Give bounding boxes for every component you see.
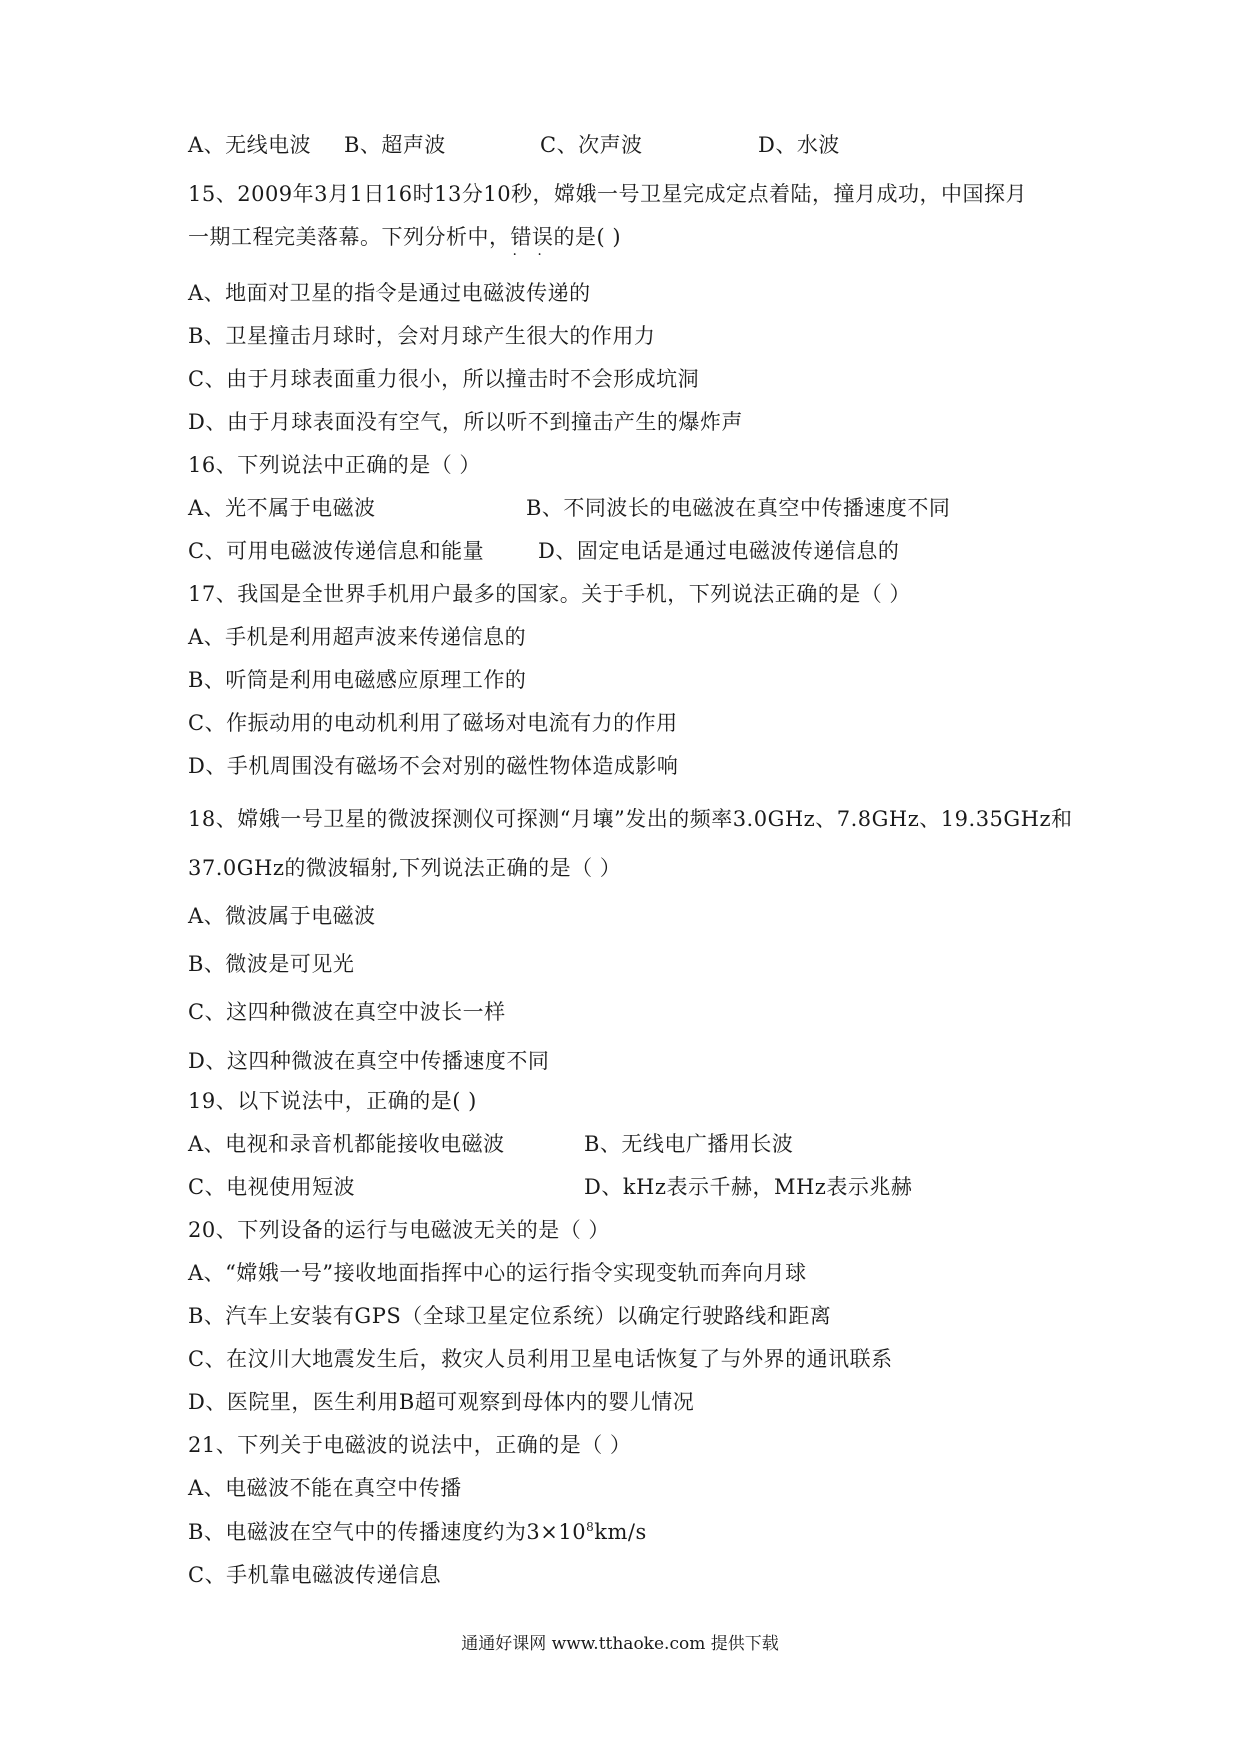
q16-option-b: B、不同波长的电磁波在真空中传播速度不同: [526, 496, 951, 520]
q15-option-a: A、地面对卫星的指令是通过电磁波传递的: [188, 281, 591, 305]
q16-option-c: C、可用电磁波传递信息和能量: [188, 539, 485, 563]
q21-option-b-unit: km/s: [594, 1520, 647, 1544]
q15-option-d: D、由于月球表面没有空气，所以听不到撞击产生的爆炸声: [188, 410, 743, 434]
q19-option-b: B、无线电广播用长波: [584, 1132, 794, 1156]
q15-emphasis-word: 错误 · ·: [511, 223, 554, 251]
q17-stem: 17、我国是全世界手机用户最多的国家。关于手机，下列说法正确的是（ ）: [188, 582, 911, 606]
q18-option-c: C、这四种微波在真空中波长一样: [188, 1000, 506, 1024]
q19-option-a: A、电视和录音机都能接收电磁波: [188, 1132, 505, 1156]
q21-stem: 21、下列关于电磁波的说法中，正确的是（ ）: [188, 1433, 632, 1457]
q14-option-b: B、超声波: [344, 133, 446, 157]
q14-option-a: A、无线电波: [188, 133, 312, 157]
q15-stem-line1: 15、2009年3月1日16时13分10秒，嫦娥一号卫星完成定点着陆，撞月成功，中国探月: [188, 182, 1028, 206]
q15-stem-pre: 一期工程完美落幕。下列分析中，: [188, 225, 511, 249]
q16-option-d: D、固定电话是通过电磁波传递信息的: [538, 539, 900, 563]
q19-option-d: D、kHz表示千赫，MHz表示兆赫: [584, 1175, 913, 1199]
q15-stem-post: 的是( ): [553, 225, 622, 249]
q14-option-c: C、次声波: [540, 133, 643, 157]
q14-option-d: D、水波: [758, 133, 840, 157]
q15-option-b: B、卫星撞击月球时，会对月球产生很大的作用力: [188, 324, 656, 348]
q15-option-c: C、由于月球表面重力很小，所以撞击时不会形成坑洞: [188, 367, 700, 391]
q19-stem: 19、以下说法中，正确的是( ): [188, 1089, 477, 1113]
q20-stem: 20、下列设备的运行与电磁波无关的是（ ）: [188, 1218, 610, 1242]
q17-option-a: A、手机是利用超声波来传递信息的: [188, 625, 527, 649]
q21-option-b: [188, 1518, 647, 1546]
q18-stem-line2: 37.0GHz的微波辐射,下列说法正确的是（ ）: [188, 856, 622, 880]
q20-option-c: C、在汶川大地震发生后，救灾人员利用卫星电话恢复了与外界的通讯联系: [188, 1347, 893, 1371]
q16-stem: 16、下列说法中正确的是（ ）: [188, 453, 481, 477]
q21-option-a: A、电磁波不能在真空中传播: [188, 1476, 462, 1500]
q20-option-b: B、汽车上安装有GPS（全球卫星定位系统）以确定行驶路线和距离: [188, 1304, 832, 1328]
q20-option-a: A、“嫦娥一号”接收地面指挥中心的运行指令实现变轨而奔向月球: [188, 1261, 807, 1285]
q18-stem-line1: 18、嫦娥一号卫星的微波探测仪可探测“月壤”发出的频率3.0GHz、7.8GHz、19.35GHz和: [188, 807, 1073, 831]
q15-stem-line2: [188, 223, 621, 251]
q17-option-d: D、手机周围没有磁场不会对别的磁性物体造成影响: [188, 754, 679, 778]
q21-option-b-text: B、电磁波在空气中的传播速度约为3×10: [188, 1520, 587, 1544]
q16-option-a: A、光不属于电磁波: [188, 496, 376, 520]
q17-option-b: B、听筒是利用电磁感应原理工作的: [188, 668, 527, 692]
q21-option-c: C、手机靠电磁波传递信息: [188, 1563, 442, 1587]
q18-option-b: B、微波是可见光: [188, 952, 355, 976]
q21-exponent: 8: [586, 1520, 595, 1534]
q19-option-c: C、电视使用短波: [188, 1175, 356, 1199]
q18-option-d: D、这四种微波在真空中传播速度不同: [188, 1049, 550, 1073]
q17-option-c: C、作振动用的电动机利用了磁场对电流有力的作用: [188, 711, 678, 735]
q20-option-d: D、医院里，医生利用B超可观察到母体内的婴儿情况: [188, 1390, 695, 1414]
q18-option-a: A、微波属于电磁波: [188, 904, 376, 928]
page-footer: 通通好课网 www.tthaoke.com 提供下载: [461, 1634, 779, 1654]
